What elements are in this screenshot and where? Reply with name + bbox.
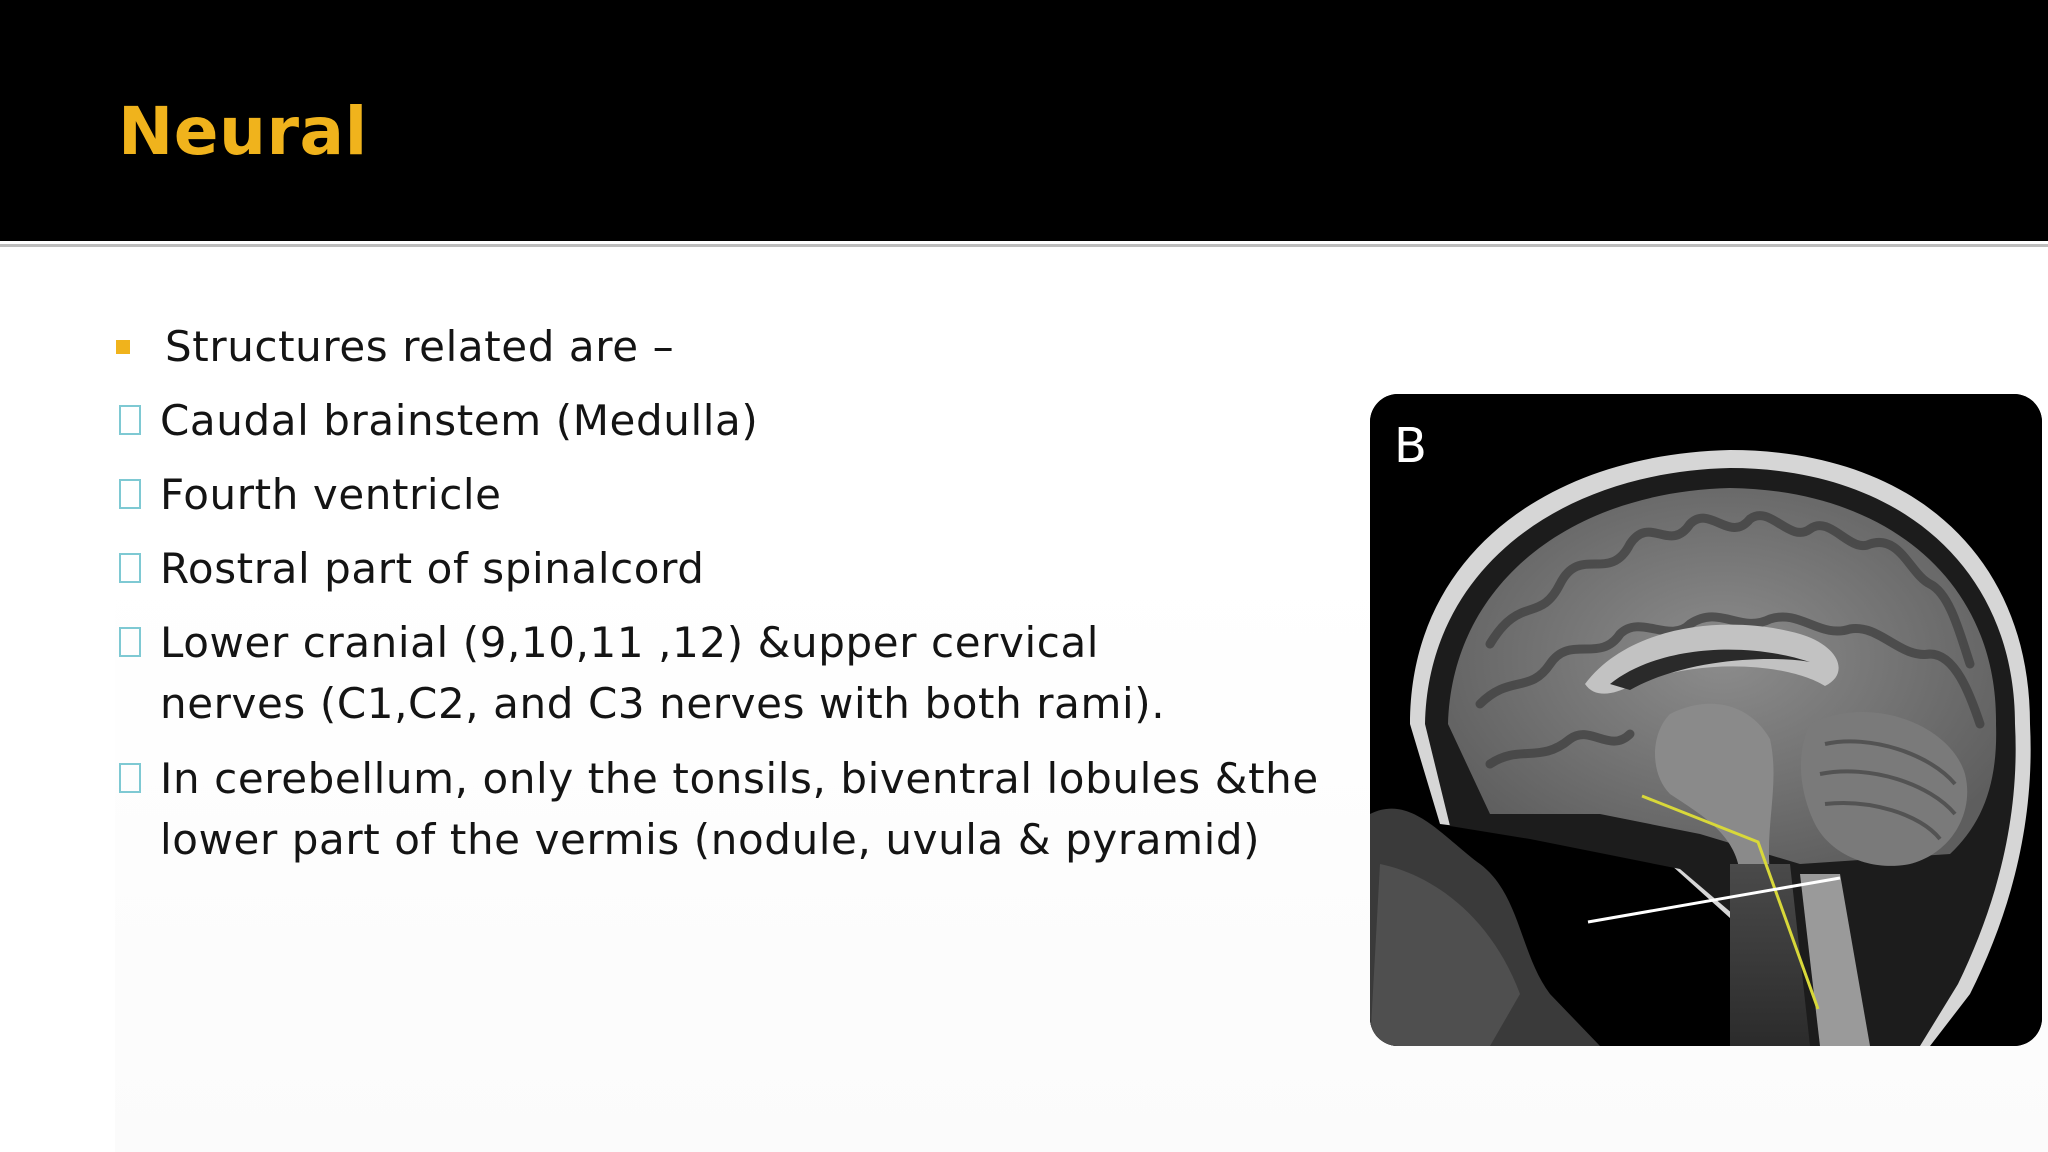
list-item: Lower cranial (9,10,11 ,12) &upper cervical nerves (C1,C2, and C3 nerves with both rami). <box>160 618 1166 728</box>
box-bullet-icon <box>119 553 141 583</box>
list-item: Fourth ventricle <box>160 470 502 519</box>
box-bullet-icon <box>119 627 141 657</box>
box-bullet-icon <box>119 763 141 793</box>
mri-sagittal-brain-image <box>1370 394 2042 1046</box>
list-item: In cerebellum, only the tonsils, biventral lobules &the lower part of the vermis (nodule, uvula & pyramid) <box>160 754 1319 864</box>
slide-title: Neural <box>118 93 368 170</box>
slide-header <box>0 0 2048 241</box>
list-item: Rostral part of spinalcord <box>160 544 705 593</box>
box-bullet-icon <box>119 479 141 509</box>
bullet-intro: Structures related are – <box>165 322 675 371</box>
mri-figure <box>1370 394 2042 1046</box>
square-bullet-icon <box>116 340 130 354</box>
panel-label: B <box>1394 418 1427 474</box>
header-divider <box>0 241 2048 253</box>
box-bullet-icon <box>119 405 141 435</box>
list-item: Caudal brainstem (Medulla) <box>160 396 759 445</box>
